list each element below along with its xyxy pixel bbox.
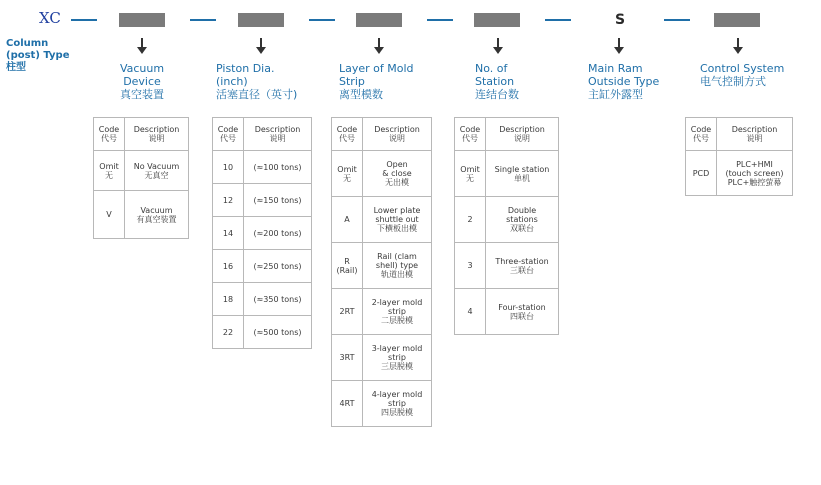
table-row: PCD PLC+HMI (touch screen) PLC+触控萤幕: [686, 151, 793, 196]
arrow-down-icon: [374, 38, 384, 54]
table-no-of-station: [454, 117, 559, 335]
table-row: Omit 无 Single station 单机: [455, 151, 559, 197]
table-row: Omit 无 Open & close 无出模: [332, 151, 432, 197]
connector-dash: [71, 19, 97, 21]
heading-main-ram: Main Ram Outside Type 主缸外露型: [588, 62, 660, 101]
table-row: 4RT 4-layer mold strip 四层脱模: [332, 381, 432, 427]
table-row: 3RT 3-layer mold strip 三层脱模: [332, 335, 432, 381]
code-slot-station: [474, 13, 520, 27]
table-row: Omit 无 No Vacuum 无真空: [94, 151, 189, 191]
column-type-label: Column (post) Type 柱型: [6, 38, 70, 73]
table-header-row: Code 代号 Description 说明: [332, 118, 432, 151]
table-row: 10 (≈100 tons): [213, 151, 312, 184]
table-control-system: [685, 117, 793, 196]
table-row: 2 Double stations 双联台: [455, 197, 559, 243]
arrow-down-icon: [493, 38, 503, 54]
table-row: 2RT 2-layer mold strip 二层脱模: [332, 289, 432, 335]
table-mold-strip: [331, 117, 432, 427]
arrow-down-icon: [137, 38, 147, 54]
arrow-down-icon: [733, 38, 743, 54]
table-vacuum: [93, 117, 189, 239]
heading-mold-strip: Layer of Mold Strip 离型模数: [339, 62, 414, 101]
connector-dash: [427, 19, 453, 21]
heading-vacuum-device: Vacuum Device 真空装置: [119, 62, 165, 101]
table-row: 18 (≈350 tons): [213, 283, 312, 316]
table-header-row: Code 代号 Description 说明: [213, 118, 312, 151]
heading-piston-dia: Piston Dia. (inch) 活塞直径（英寸): [216, 62, 298, 101]
table-row: 3 Three-station 三联台: [455, 243, 559, 289]
table-row: 14 (≈200 tons): [213, 217, 312, 250]
code-slot-mold-strip: [356, 13, 402, 27]
connector-dash: [545, 19, 571, 21]
table-row: 16 (≈250 tons): [213, 250, 312, 283]
table-row: V Vacuum 有真空装置: [94, 191, 189, 239]
table-row: R (Rail) Rail (clam shell) type 轨道出模: [332, 243, 432, 289]
code-slot-piston: [238, 13, 284, 27]
connector-dash: [664, 19, 690, 21]
table-header-row: Code 代号 Description 说明: [686, 118, 793, 151]
code-slot-vacuum: [119, 13, 165, 27]
arrow-down-icon: [256, 38, 266, 54]
code-slot-control: [714, 13, 760, 27]
model-prefix: XC: [39, 9, 61, 27]
code-letter-main-ram: S: [614, 12, 626, 28]
connector-dash: [309, 19, 335, 21]
table-row: 4 Four-station 四联台: [455, 289, 559, 335]
table-row: 12 (≈150 tons): [213, 184, 312, 217]
table-row: 22 (≈500 tons): [213, 316, 312, 349]
table-piston-dia: [212, 117, 312, 349]
heading-control-system: Control System 电气控制方式: [700, 62, 785, 88]
table-header-row: Code 代号 Description 说明: [94, 118, 189, 151]
arrow-down-icon: [614, 38, 624, 54]
heading-no-of-station: No. of Station 连结台数: [475, 62, 519, 101]
connector-dash: [190, 19, 216, 21]
table-header-row: Code 代号 Description 说明: [455, 118, 559, 151]
table-row: A Lower plate shuttle out 下横板出模: [332, 197, 432, 243]
